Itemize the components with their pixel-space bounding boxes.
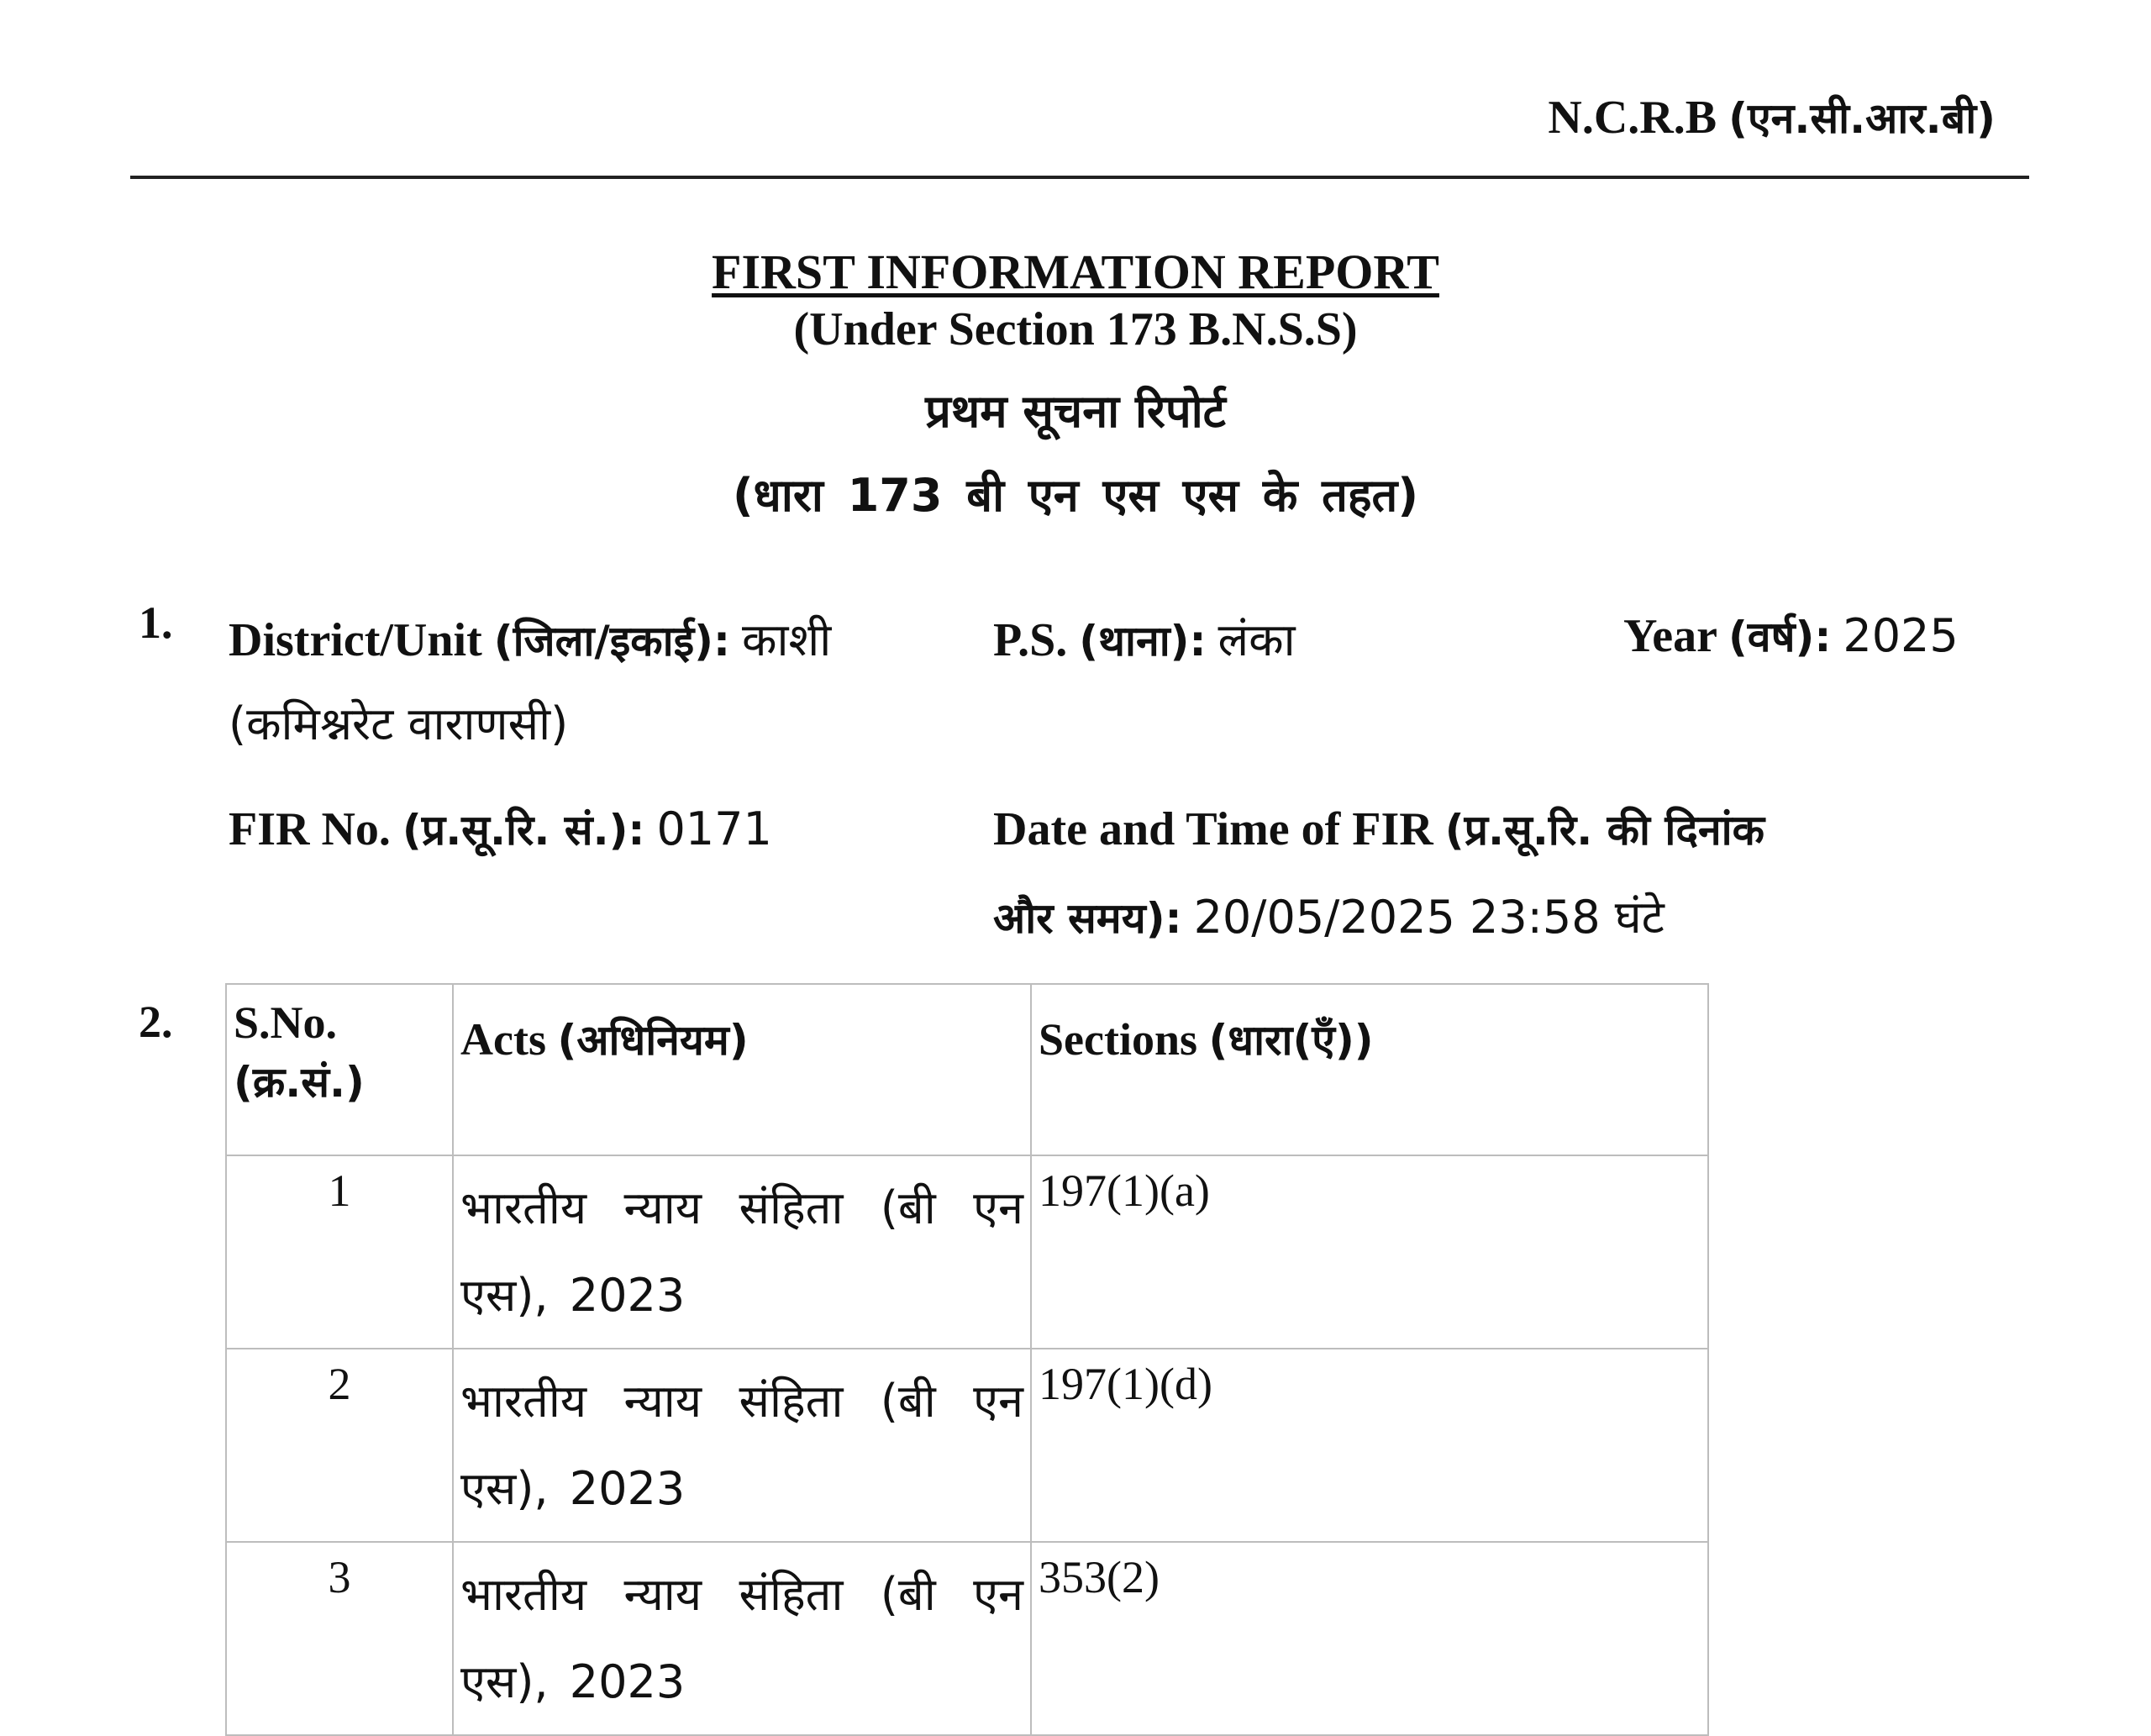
row-act: भारतीय न्याय संहिता (बी एन एस), 2023 [453, 1349, 1031, 1542]
fir-datetime-field [993, 884, 1665, 946]
row-section: 197(1)(a) [1031, 1155, 1708, 1349]
acts-sections-table [225, 983, 1709, 1736]
ps-label-hi: (थाना): [1079, 617, 1207, 665]
row-sno: 2 [226, 1349, 453, 1542]
fir-value: 0171 [656, 802, 772, 855]
district-value-line2: (कमिश्नरेट वाराणसी) [229, 697, 569, 750]
ps-field [993, 607, 1296, 669]
table-row [226, 1349, 1708, 1542]
district-value: काशी [742, 613, 832, 666]
ncrb-header [1548, 88, 1996, 145]
header-acts [453, 984, 1031, 1155]
header-acts-hi: (अधिनियम) [557, 1016, 749, 1065]
ncrb-hi: (एन.सी.आर.बी) [1728, 94, 1996, 143]
datetime-value: 20/05/2025 23:58 घंटे [1193, 891, 1665, 944]
section-1-number: 1. [139, 597, 173, 648]
row-sno: 1 [226, 1155, 453, 1349]
row-section: 197(1)(d) [1031, 1349, 1708, 1542]
report-title-hindi: प्रथम सूचना रिपोर्ट [925, 385, 1226, 438]
section-2-number: 2. [139, 997, 173, 1047]
header-sections-hi: (धारा(एँ)) [1208, 1016, 1374, 1065]
year-label-hi: (वर्ष): [1728, 613, 1832, 661]
datetime-label-hi-line2: और समय): [993, 894, 1182, 943]
ps-label-en: P.S. [993, 614, 1068, 666]
datetime-label-hi-line1: (प्र.सू.रि. की दिनांक [1444, 806, 1764, 855]
fir-datetime-label [993, 800, 1764, 857]
fir-label-hi: (प्र.सू.रि. सं.): [402, 806, 645, 855]
table-row [226, 1155, 1708, 1349]
year-field [1623, 607, 1959, 664]
table-row [226, 1542, 1708, 1735]
report-title: FIRST INFORMATION REPORT [712, 245, 1439, 299]
report-subtitle-hindi: (धारा 173 बी एन एस एस के तहत) [732, 469, 1419, 522]
year-value: 2025 [1843, 609, 1959, 662]
row-sno: 3 [226, 1542, 453, 1735]
ps-value: लंका [1217, 613, 1296, 666]
district-field [229, 607, 831, 669]
header-acts-en: Acts [460, 1014, 546, 1065]
header-rule [130, 176, 2029, 179]
table-header-row [226, 984, 1708, 1155]
district-label-en: District/Unit [229, 614, 482, 666]
year-label-en: Year [1623, 610, 1717, 662]
row-act: भारतीय न्याय संहिता (बी एन एस), 2023 [453, 1155, 1031, 1349]
ncrb-en: N.C.R.B [1548, 92, 1717, 144]
fir-number-field [229, 800, 772, 857]
datetime-label-en: Date and Time of FIR [993, 803, 1433, 855]
district-label-hi: (जिला/इकाई): [493, 617, 731, 665]
row-section: 353(2) [1031, 1542, 1708, 1735]
header-sno [226, 984, 453, 1155]
fir-label-en: FIR No. [229, 803, 391, 855]
header-sno-en: S.No. [234, 997, 338, 1048]
header-sections-en: Sections [1039, 1014, 1197, 1065]
row-act: भारतीय न्याय संहिता (बी एन एस), 2023 [453, 1542, 1031, 1735]
header-sno-hi: (क्र.सं.) [234, 1058, 365, 1107]
report-subtitle: (Under Section 173 B.N.S.S) [793, 303, 1358, 355]
header-sections [1031, 984, 1708, 1155]
